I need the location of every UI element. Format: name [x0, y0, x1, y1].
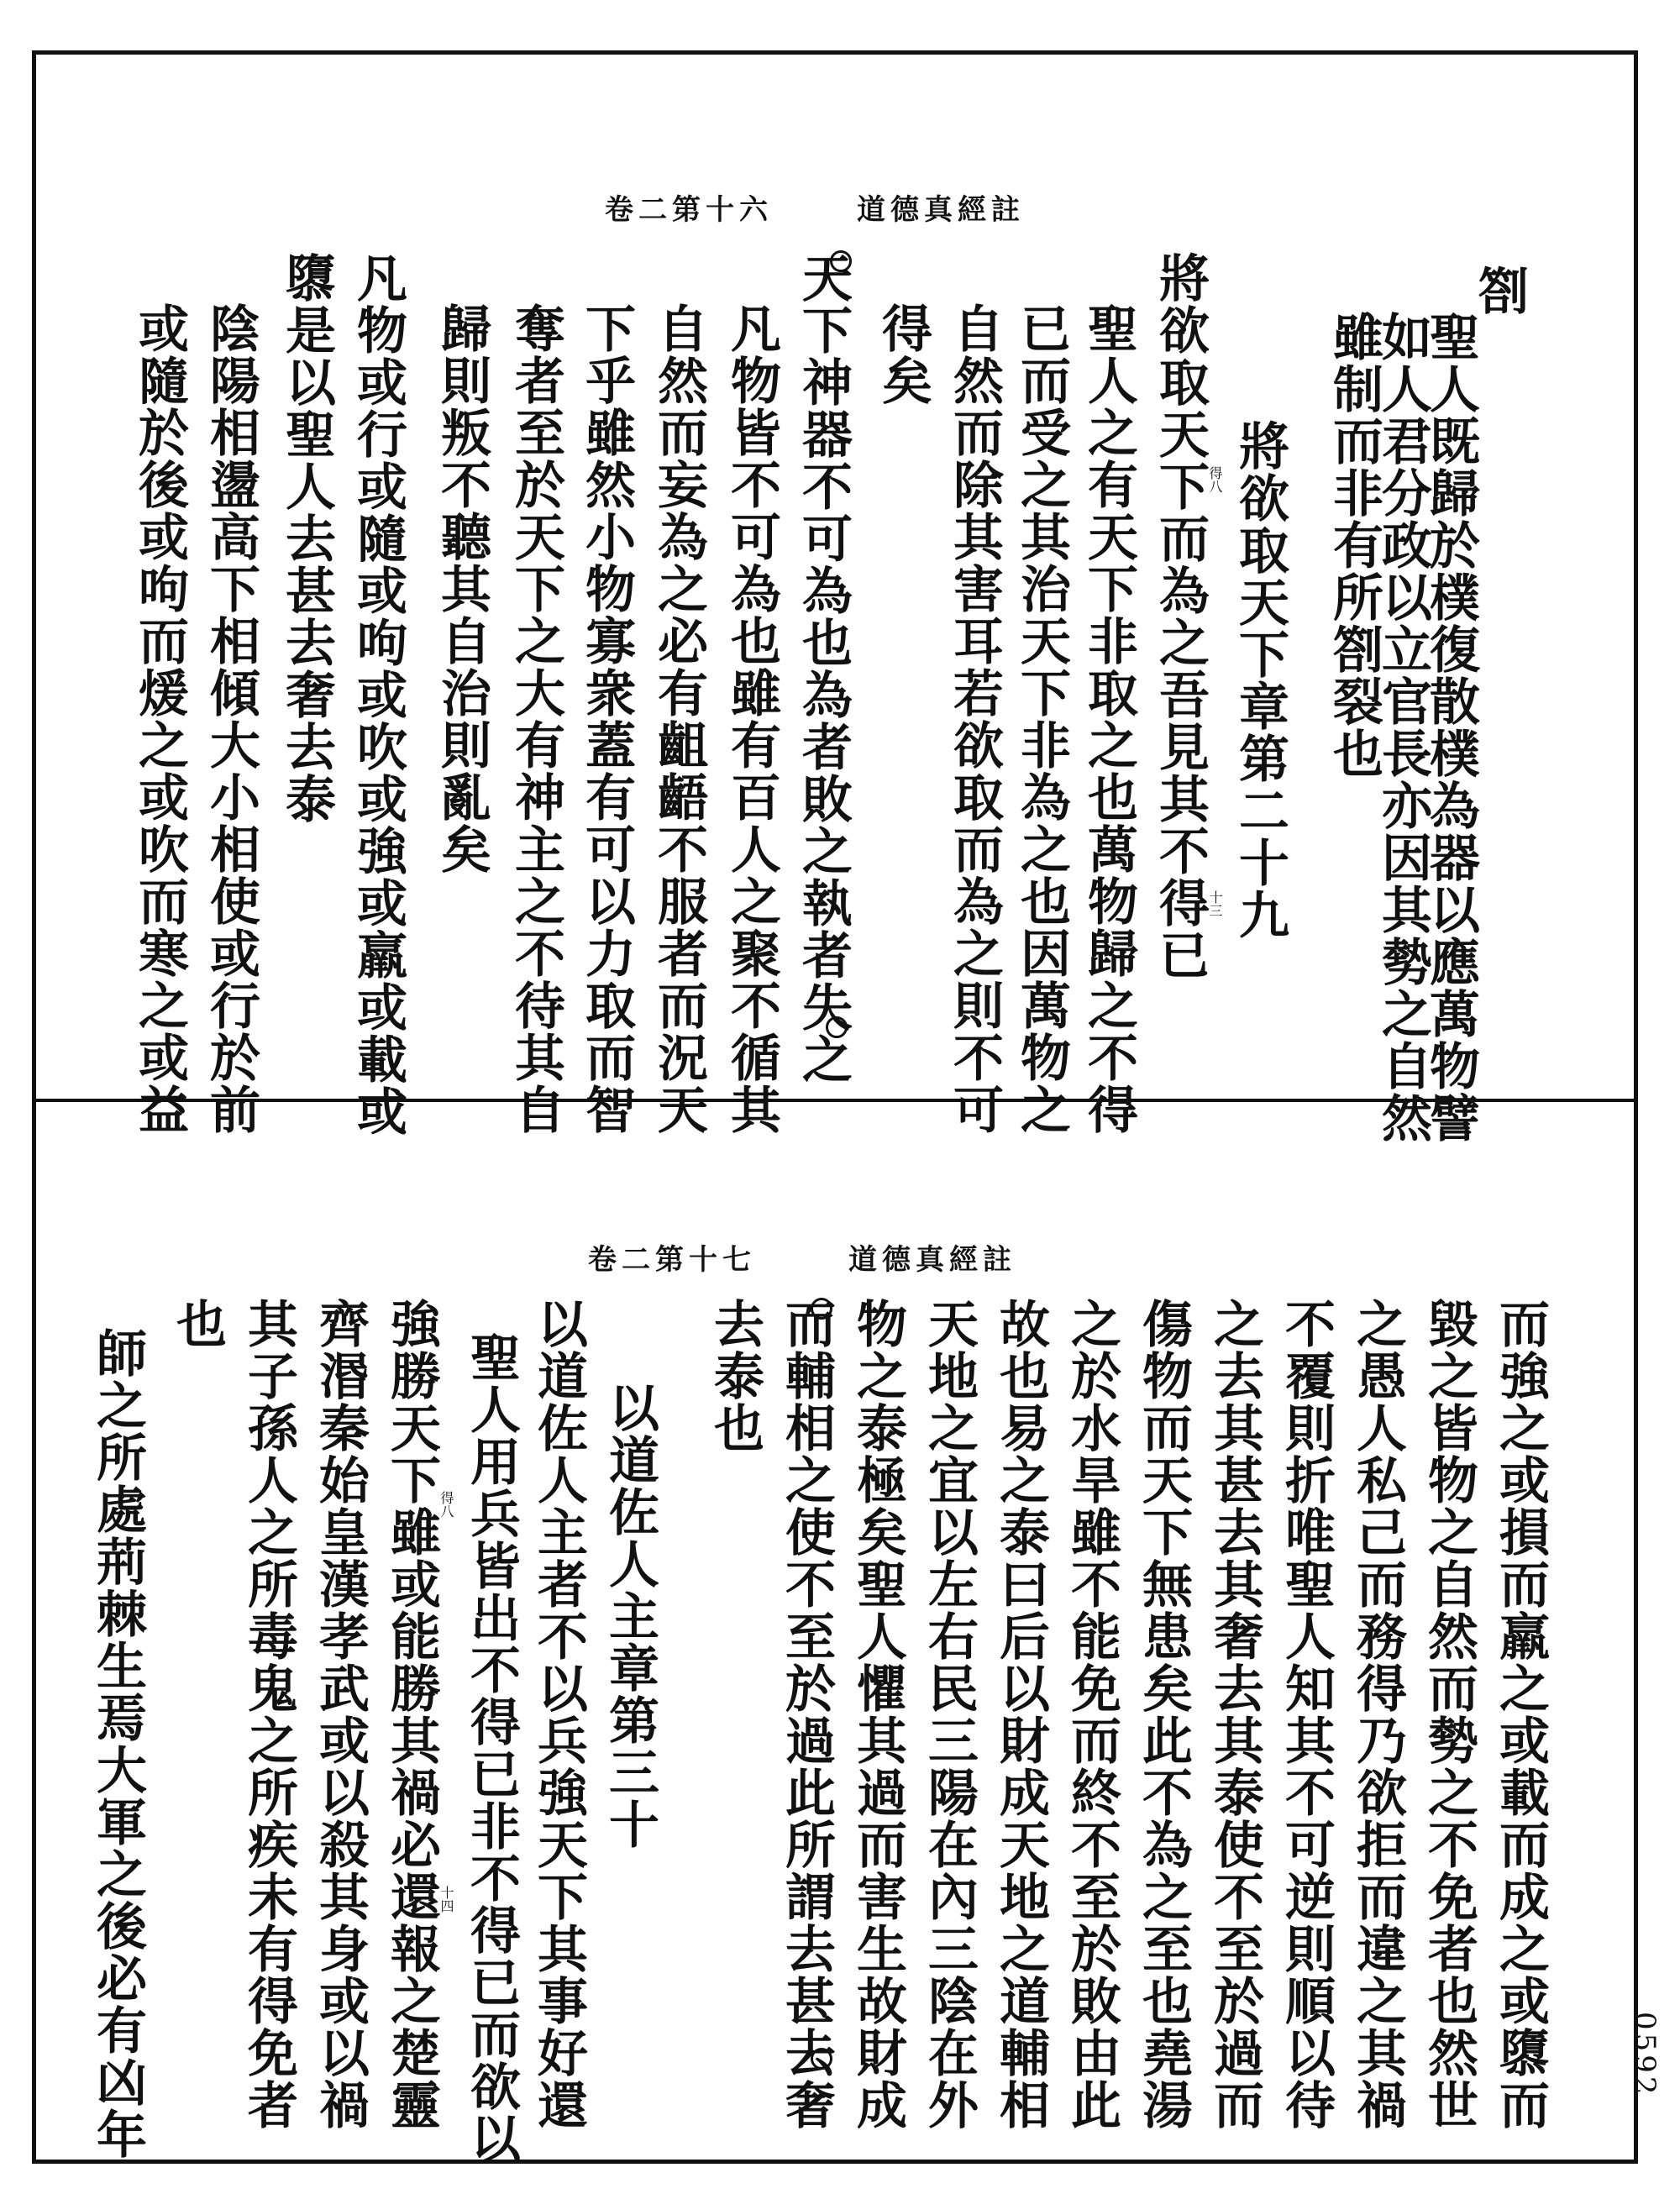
top-text-column: 凡物皆不可為也雖有百人之聚不循其	[722, 302, 781, 1136]
bottom-text-column: 也	[168, 1298, 227, 1350]
bottom-text-column: 而強之或損而羸之或載而成之或隳而	[1491, 1298, 1550, 2131]
circle-mark	[826, 1016, 848, 1038]
top-text-column: 雖制而非有所劄裂也	[1325, 311, 1383, 779]
top-text-column: 歸則叛不聽其自治則亂矣	[433, 302, 491, 875]
top-text-column: 已而受之其治天下非為之也因萬物之	[1012, 302, 1071, 1136]
bottom-header-juan: 卷二第十七	[588, 1243, 756, 1277]
top-text-column: 凡物或行或隨或呴或吹或強或羸或載或	[349, 252, 407, 1137]
bottom-text-column: 之去其甚去其奢去其泰使不至於過而	[1205, 1298, 1264, 2131]
top-text-column: 如人君分政以立官長亦因其勢之自然	[1373, 311, 1432, 1144]
bottom-text-column: 而輔相之使不至於過此所謂去甚去奢	[777, 1298, 836, 2131]
top-text-column: 聖人既歸於樸復散樸為器以應萬物譬	[1421, 311, 1480, 1144]
bottom-text-column: 強勝天下雖或能勝其禍必還報之楚靈	[382, 1298, 441, 2131]
circle-mark	[830, 250, 852, 272]
bottom-text-column: 物之泰極矣聖人懼其過而害生故財成	[848, 1298, 907, 2131]
bottom-text-column: 以道佐人主章第三十	[601, 1382, 659, 1850]
bottom-text-column: 去泰也	[706, 1298, 764, 1454]
circle-mark	[811, 2048, 832, 2070]
bottom-text-column: 天地之宜以左右民三陽在內三陰在外	[920, 1298, 979, 2131]
bottom-text-column: 傷物而天下無患矣此不為之至也堯湯	[1134, 1298, 1193, 2131]
top-text-column: 天下神器不可為也為者敗之執者失之	[794, 252, 853, 1085]
bottom-text-column: 齊湣秦始皇漢孝武或以殺其身或以禍	[311, 1298, 370, 2131]
top-text-column: 將欲取天下而為之吾見其不得已	[1151, 252, 1210, 981]
page-number: 0592	[1628, 2012, 1662, 2098]
bottom-text-column: 不覆則折唯聖人知其不可逆則順以待	[1277, 1298, 1336, 2131]
top-text-column: 或隨於後或呴而煖之或吹而寒之或益	[130, 302, 189, 1136]
top-text-column: 自然而妄為之必有齟齬不服者而況天	[649, 302, 708, 1136]
top-note-2: 十三	[1207, 890, 1223, 917]
bottom-text-column: 故也易之泰曰后以財成天地之道輔相	[991, 1298, 1050, 2131]
top-text-column: 奪者至於天下之大有神主之不待其自	[507, 302, 565, 1136]
bottom-text-column: 其子孫人之所毒鬼之所疾未有得免者	[239, 1298, 298, 2131]
top-header-title: 道德真經註	[857, 193, 1025, 227]
top-text-column: 將欲取天下章第二十九	[1231, 420, 1289, 941]
top-text-column: 陰陽相盪高下相傾大小相使或行於前	[202, 302, 260, 1136]
bottom-text-column: 之愚人私己而務得乃欲拒而違之其禍	[1348, 1298, 1407, 2131]
top-header-juan: 卷二第十六	[605, 193, 773, 227]
top-text-column: 隳是以聖人去甚去奢去泰	[277, 252, 336, 825]
circle-mark	[811, 1298, 832, 1320]
bottom-text-column: 師之所處荊棘生焉大軍之後必有凶年	[88, 1327, 147, 2160]
bottom-text-column: 毀之皆物之自然而勢之不免者也然世	[1420, 1298, 1478, 2131]
bottom-note-1: 得八	[438, 1491, 454, 1518]
top-text-column: 下乎雖然小物寡衆蓋有可以力取而智	[577, 302, 636, 1136]
bottom-text-column: 聖人用兵皆出不得已非不得已而欲以	[462, 1331, 521, 2165]
bottom-note-2: 十四	[438, 1886, 454, 1913]
bottom-header-title: 道德真經註	[848, 1243, 1016, 1277]
top-text-column: 聖人之有天下非取之也萬物歸之不得	[1079, 302, 1138, 1136]
top-text-column: 自然而除其害耳若欲取而為之則不可	[945, 302, 1004, 1136]
top-note-1: 得八	[1207, 466, 1223, 493]
bottom-text-column: 以道佐人主者不以兵強天下其事好還	[529, 1298, 588, 2131]
top-text-column: 得矣	[874, 302, 932, 407]
bottom-text-column: 之於水旱雖不能免而終不至於敗由此	[1063, 1298, 1121, 2131]
top-text-column: 劄	[1470, 265, 1529, 317]
